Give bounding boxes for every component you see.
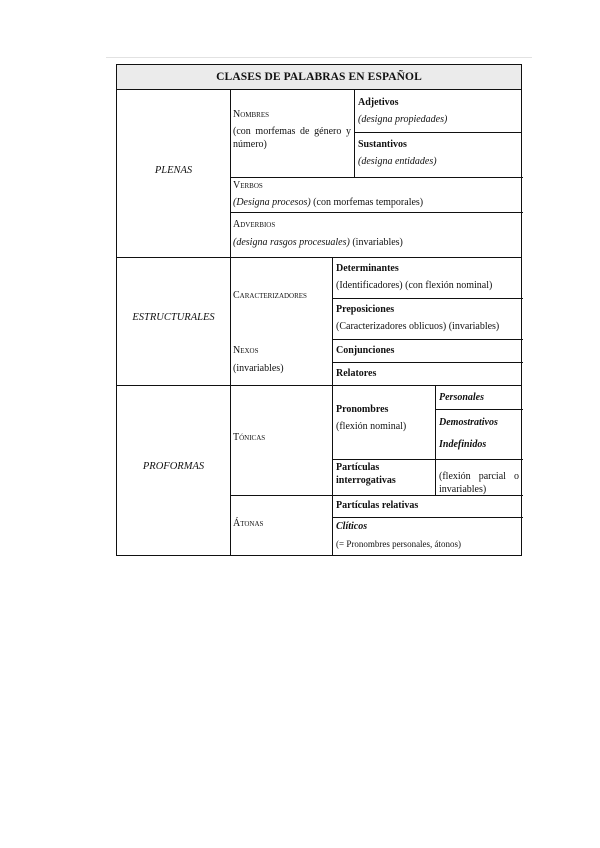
verbos-note-plain: (con morfemas temporales) [310,197,424,208]
preposiciones-label: Preposiciones [336,304,395,315]
nombres-verbos-divider [230,177,523,178]
cliticos-note: (= Pronombres personales, átonos) [336,539,462,549]
preposiciones-divider [332,339,523,340]
determinantes-note: (Identificadores) (con flexión nominal) [336,280,493,291]
nombres-note: (con morfemas de género y número) [233,126,351,150]
atonas-label: Átonas [233,518,264,529]
tonicas-label: Tónicas [233,432,266,443]
tonicas-atonas-divider [230,495,333,496]
proformas-label: PROFORMAS [142,461,205,472]
determinantes-divider [332,298,523,299]
adjetivos-sustantivos-divider [354,132,522,133]
plenas-label: PLENAS [154,165,193,176]
verbos-adverbios-divider [230,212,523,213]
adverbios-note-italic: (designa rasgos procesuales) [233,237,350,248]
nexos-label: Nexos [233,345,259,356]
relatores-label: Relatores [336,368,377,379]
pronombres-subdivider [435,385,436,495]
table-title: CLASES DE PALABRAS EN ESPAÑOL [117,65,521,90]
nexos-note: (invariables) [233,363,284,374]
proformas-subdivider [332,385,333,556]
adjetivos-label: Adjetivos [358,97,399,108]
verbos-label: Verbos [233,180,263,191]
adjetivos-note: (designa propiedades) [358,114,448,125]
verbos-note [233,196,423,209]
conjunciones-divider [332,362,523,363]
word-classes-table [116,64,522,556]
estructurales-subdivider [332,257,333,385]
preposiciones-note: (Caracterizadores oblicuos) (invariables) [336,321,500,332]
personales-divider [435,409,523,410]
cliticos-label: Clíticos [336,521,368,532]
particulas-interrogativas-label: Partículas interrogativas [336,462,396,486]
conjunciones-label: Conjunciones [336,345,395,356]
demostrativos-label: Demostrativos [439,417,498,428]
adverbios-note [233,236,403,249]
determinantes-label: Determinantes [336,263,399,274]
adverbios-note-plain: (invariables) [349,237,403,248]
pronombres-note: (flexión nominal) [336,421,407,432]
sustantivos-note: (designa entidades) [358,156,437,167]
estructurales-label: ESTRUCTURALES [132,312,215,323]
verbos-note-italic: (Designa procesos) [233,197,311,208]
pronombres-divider [332,459,523,460]
adverbios-label: Adverbios [233,219,276,230]
relativas-cliticos-divider [332,517,523,518]
nombres-subdivider [354,89,355,177]
particulas-relativas-label: Partículas relativas [336,500,419,511]
indefinidos-label: Indefinidos [439,439,487,450]
caracterizadores-label: Caracterizadores [233,290,307,301]
category-column-border [230,89,231,556]
divider-estructurales-proformas [117,385,521,386]
personales-label: Personales [439,392,484,403]
nombres-label: Nombres [233,109,270,120]
pronombres-label: Pronombres [336,404,389,415]
divider-plenas-estructurales [117,257,521,258]
sustantivos-label: Sustantivos [358,139,407,150]
page-top-rule [106,57,532,58]
flexion-parcial-note: (flexión parcial o invariables) [439,471,519,495]
